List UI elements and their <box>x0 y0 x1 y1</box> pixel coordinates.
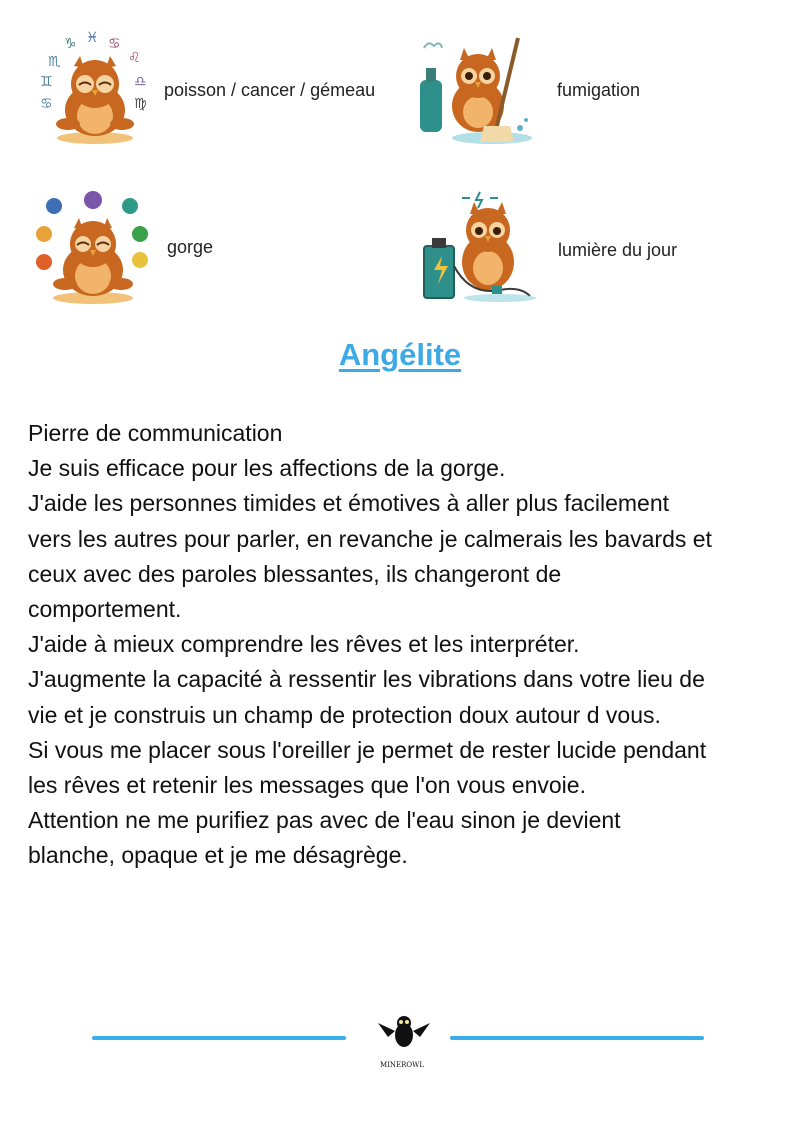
text-line: Si vous me placer sous l'oreiller je permet de rester lucide pendant <box>28 736 707 763</box>
footer-divider-right <box>450 1036 704 1040</box>
text-line: les rêves et retenir les messages que l'on vous envoie. <box>28 772 586 799</box>
footer-divider-left <box>92 1036 346 1040</box>
text-line: vers les autres pour parler, en revanche je calmerais les bavards et <box>28 525 712 552</box>
text-line: Pierre de communication <box>28 420 283 446</box>
zodiac-caption: poisson / cancer / gémeau <box>164 80 376 100</box>
text-line: J'aide à mieux comprendre les rêves et les interpréter. <box>28 631 580 658</box>
svg-text:♑: ♑ <box>64 36 77 52</box>
text-line: ceux avec des paroles blessantes, ils changeront de <box>28 560 562 587</box>
crescent-owl-logo-icon <box>372 1003 432 1071</box>
text-line: J'augmente la capacité à ressentir les vibrations dans votre lieu de <box>28 666 705 693</box>
zodiac-owl-icon <box>34 28 156 150</box>
minerowl-logo <box>372 1003 432 1076</box>
chakra-owl-block <box>32 188 154 306</box>
chakra-owl-icon <box>32 188 154 306</box>
text-line: vie et je construis un champ de protection doux autour d vous. <box>28 701 661 728</box>
svg-text:♋: ♋ <box>40 96 53 112</box>
svg-text:♏: ♏ <box>48 54 61 70</box>
text-line: blanche, opaque et je me désagrège. <box>28 842 408 869</box>
fumigation-caption: fumigation <box>557 80 641 100</box>
text-line: J'aide les personnes timides et émotives à aller plus facilement <box>28 490 670 517</box>
svg-text:♍: ♍ <box>134 96 147 112</box>
svg-text:♌: ♌ <box>128 50 141 66</box>
zodiac-owl-block <box>34 28 156 150</box>
text-line: comportement. <box>28 596 182 623</box>
text-line: Attention ne me purifiez pas avec de l'eau sinon je devient <box>28 807 621 834</box>
page-title: Angélite <box>338 337 462 372</box>
svg-text:♊: ♊ <box>40 74 53 90</box>
svg-text:♓: ♓ <box>86 30 99 46</box>
fumigation-owl-block <box>414 30 534 148</box>
chakra-caption: gorge <box>167 237 214 257</box>
battery-owl-icon <box>420 186 540 306</box>
text-line: Je suis efficace pour les affections de la gorge. <box>28 455 506 482</box>
logo-text: MINEROWL <box>379 1061 425 1069</box>
fumigation-owl-icon <box>414 30 534 148</box>
svg-text:♋: ♋ <box>108 36 121 52</box>
battery-owl-block <box>420 186 540 306</box>
battery-caption: lumière du jour <box>558 240 678 260</box>
description-text <box>28 416 788 874</box>
svg-text:♎: ♎ <box>134 74 147 90</box>
